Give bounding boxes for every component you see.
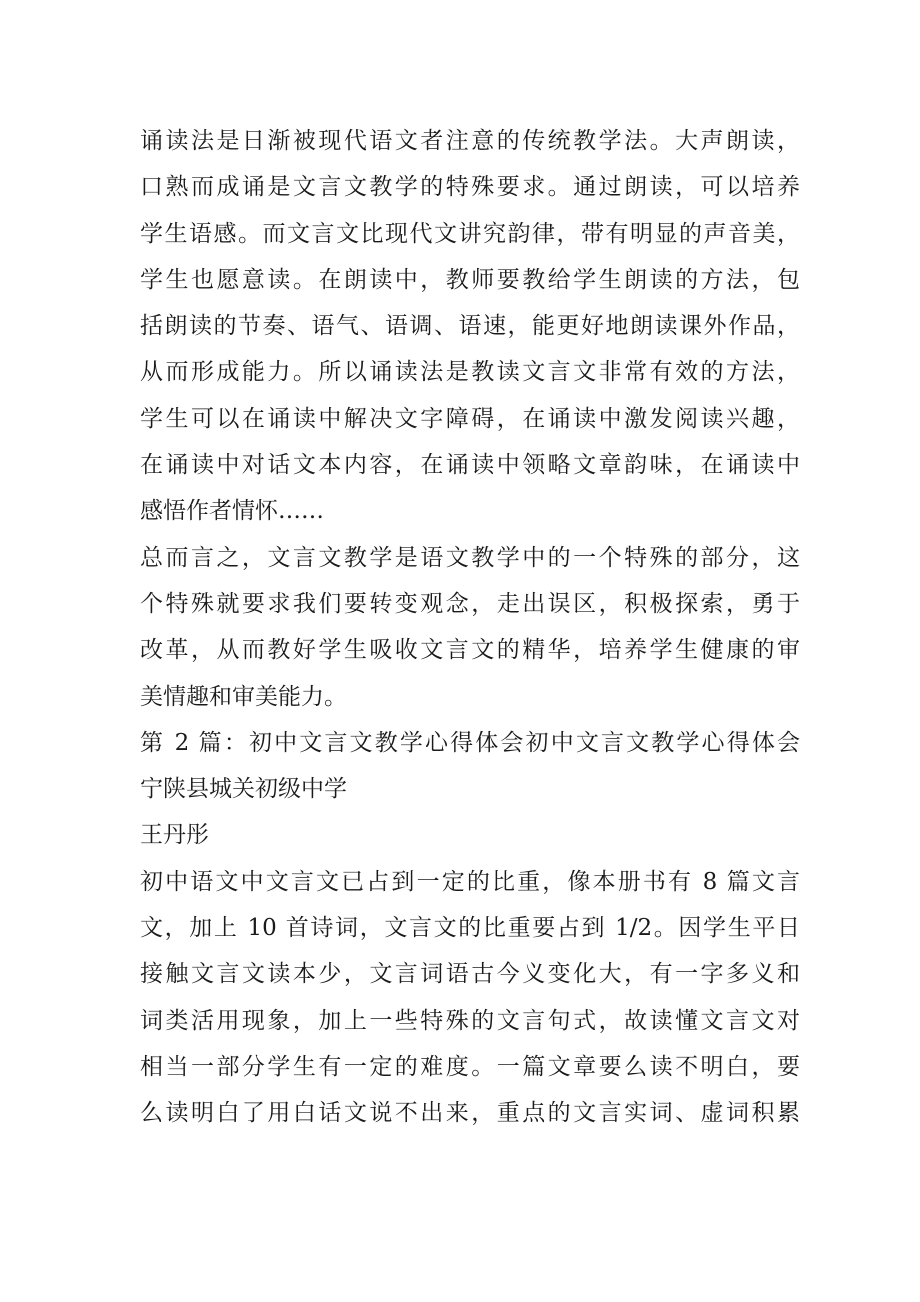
text-line: 从而形成能力。所以诵读法是教读文言文非常有效的方法， <box>140 359 800 386</box>
text-line: 学生语感。而文言文比现代文讲究韵律，带有明显的声音美， <box>140 220 800 247</box>
text-line: 总而言之，文言文教学是语文教学中的一个特殊的部分，这 <box>140 544 800 571</box>
text-line: 初中语文中文言文已占到一定的比重，像本册书有 8 篇文言 <box>140 868 800 895</box>
text-line: 相当一部分学生有一定的难度。一篇文章要么读不明白，要 <box>140 1053 800 1080</box>
text-line: 宁陕县城关初级中学 <box>140 776 347 803</box>
text-line: 诵读法是日渐被现代语文者注意的传统教学法。大声朗读， <box>140 128 800 154</box>
text-line: 第 2 篇：初中文言文教学心得体会初中文言文教学心得体会 <box>140 729 800 756</box>
text-line: 接触文言文读本少，文言词语古今义变化大，有一字多义和 <box>140 961 800 988</box>
text-line: 改革，从而教好学生吸收文言文的精华，培养学生健康的审 <box>140 637 800 664</box>
text-line: 学生也愿意读。在朗读中，教师要教给学生朗读的方法，包 <box>140 266 800 293</box>
text-line: 么读明白了用白话文说不出来，重点的文言实词、虚词积累 <box>140 1100 800 1127</box>
document-body <box>140 118 800 1137</box>
text-line: 个特殊就要求我们要转变观念，走出误区，积极探索，勇于 <box>140 590 800 617</box>
text-line: 口熟而成诵是文言文教学的特殊要求。通过朗读，可以培养 <box>140 174 800 201</box>
text-line: 美情趣和审美能力。 <box>140 683 347 710</box>
text-line: 学生可以在诵读中解决文字障碍，在诵读中激发阅读兴趣， <box>140 405 800 432</box>
text-line: 括朗读的节奏、语气、语调、语速，能更好地朗读课外作品， <box>140 313 800 340</box>
paragraph-classical-chinese-intro <box>140 859 800 1137</box>
text-line: 词类活用现象，加上一些特殊的文言句式，故读懂文言文对 <box>140 1007 800 1034</box>
author-name <box>140 812 800 858</box>
paragraph-recitation-method <box>140 118 800 535</box>
text-line: 王丹彤 <box>140 822 209 849</box>
article-heading <box>140 720 800 813</box>
paragraph-conclusion <box>140 535 800 720</box>
text-line: 在诵读中对话文本内容，在诵读中领略文章韵味，在诵读中 <box>140 452 800 479</box>
text-line: 感悟作者情怀…… <box>140 498 324 525</box>
text-line: 文，加上 10 首诗词，文言文的比重要占到 1/2。因学生平日 <box>140 915 800 942</box>
